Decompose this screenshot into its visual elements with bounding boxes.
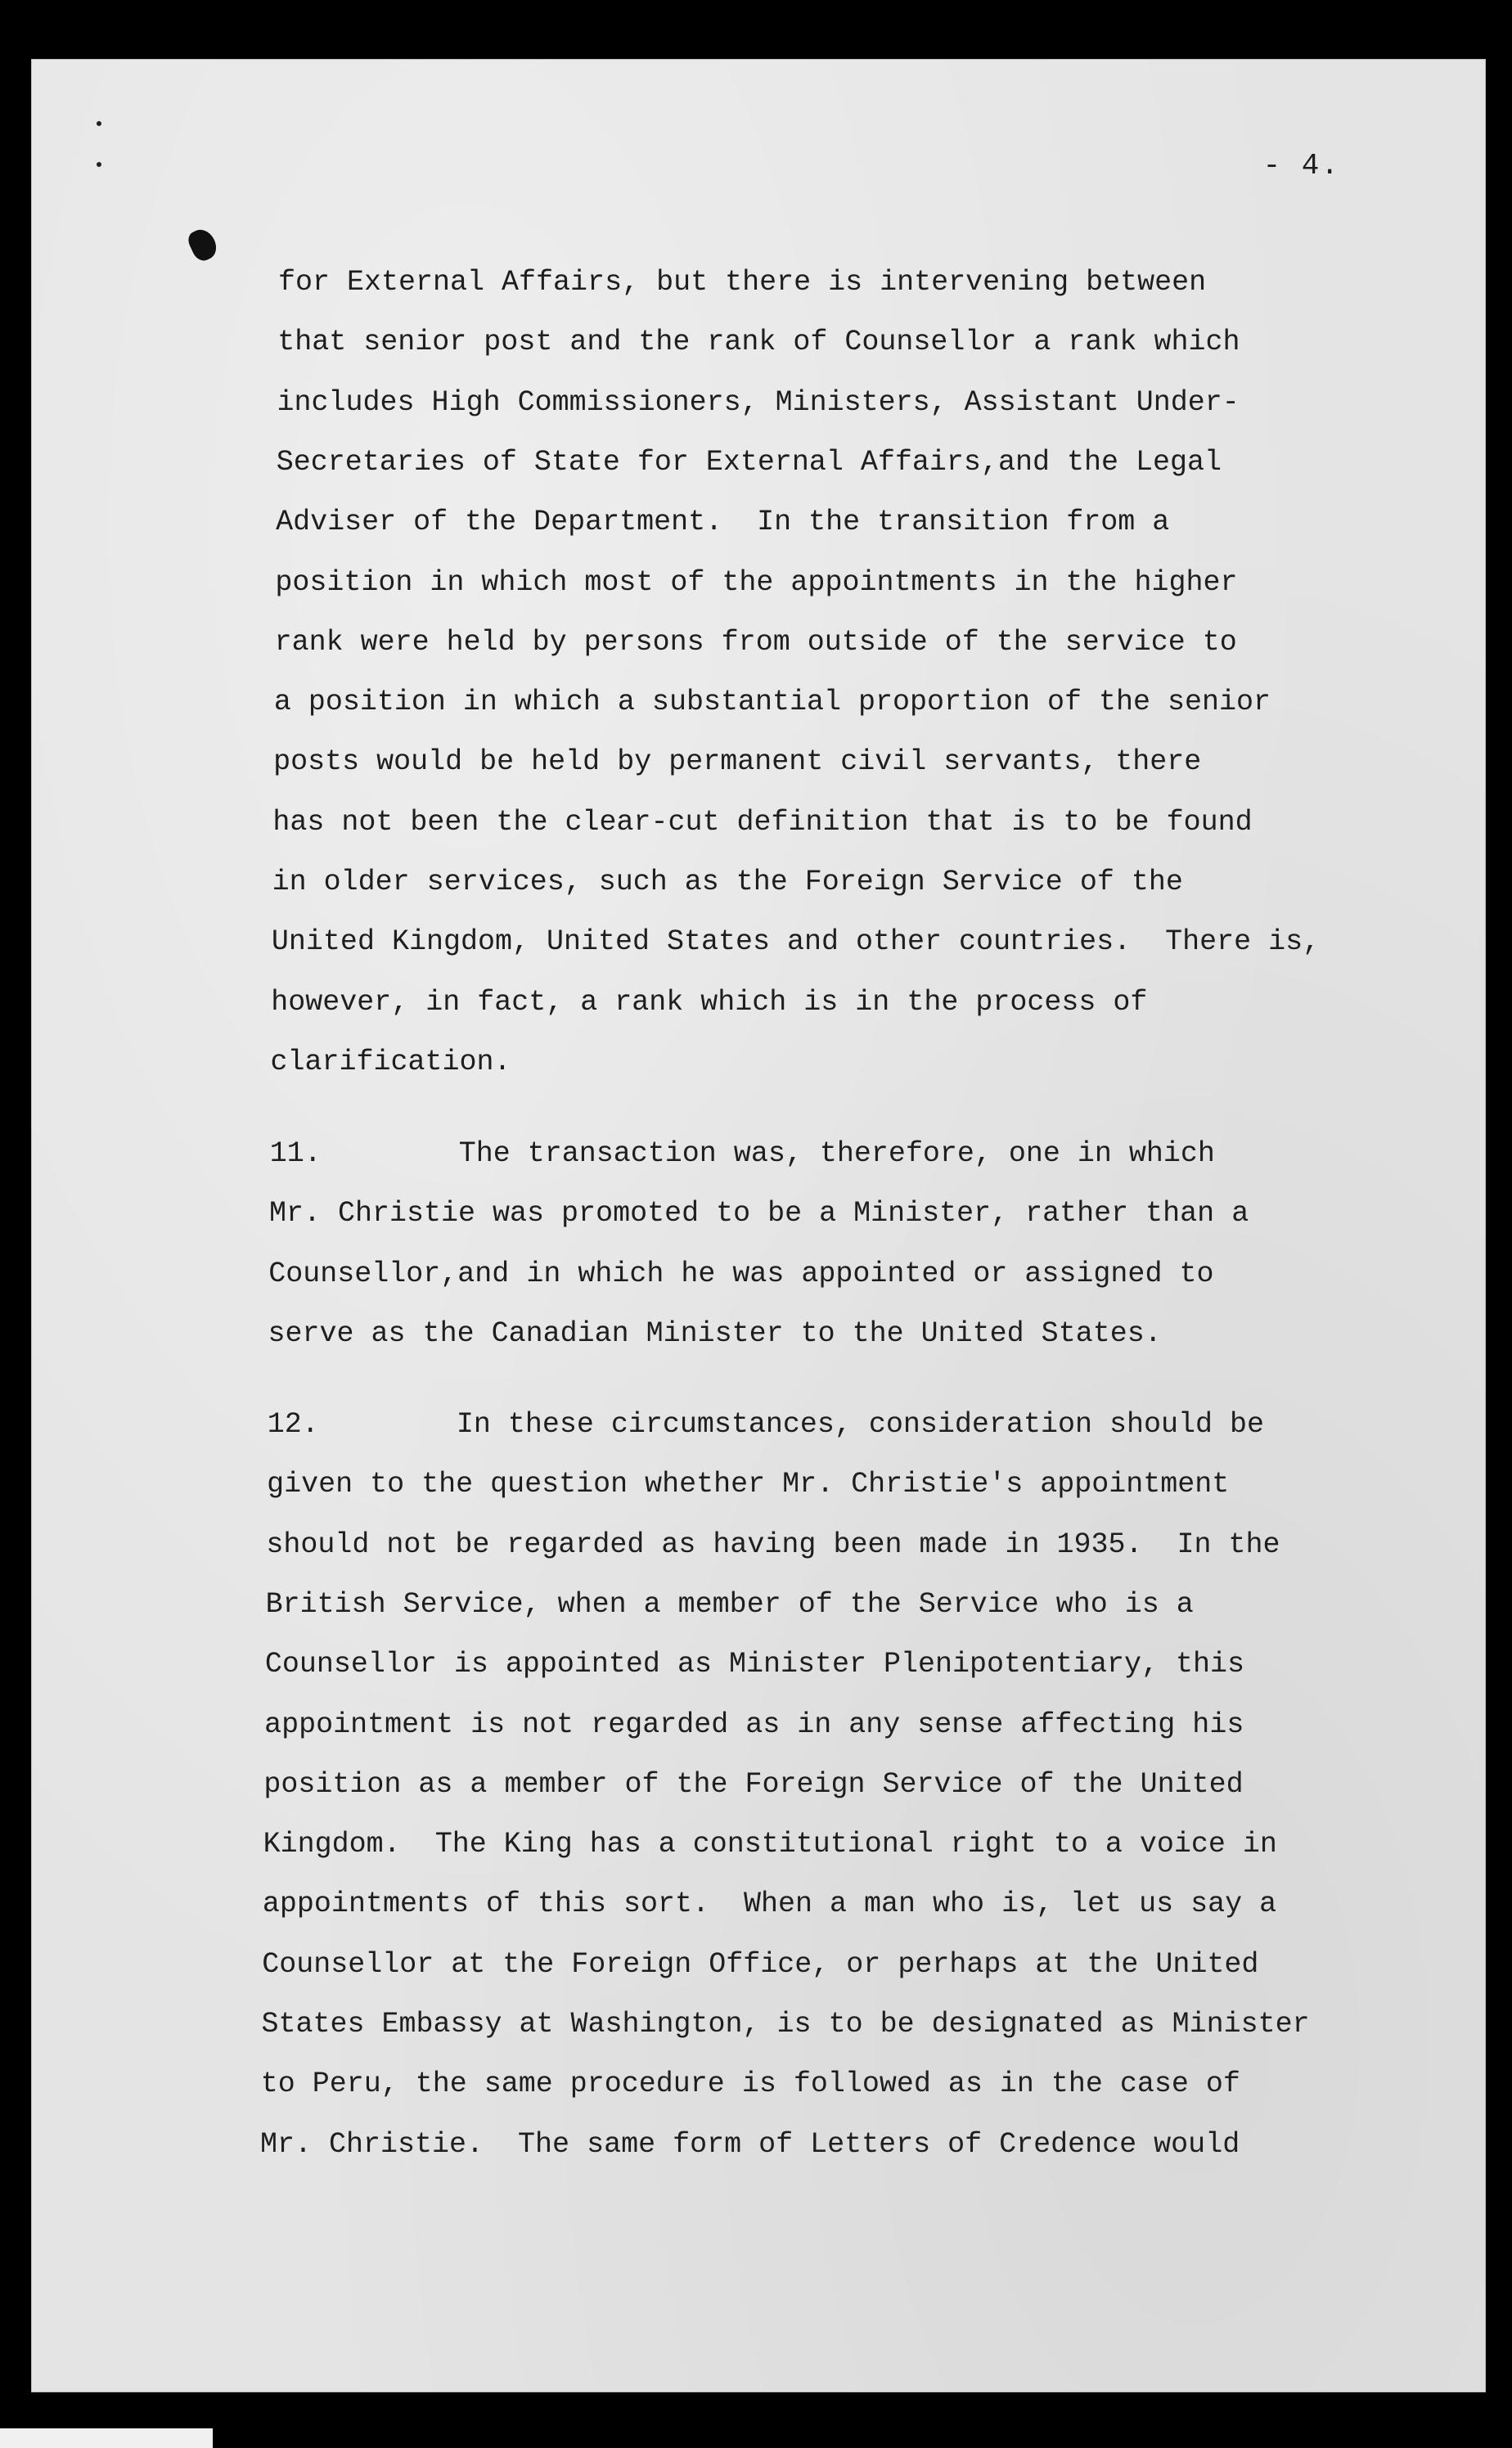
text-line: appointments of this sort. When a man who is, let us say a <box>262 1888 1277 1921</box>
text-line: serve as the Canadian Minister to the United States. <box>268 1316 1162 1350</box>
text-line: Secretaries of State for External Affairs,and the Legal <box>276 445 1222 479</box>
text-line: has not been the clear-cut definition that is to be found <box>272 805 1253 839</box>
scan-speck <box>97 121 101 126</box>
text-line: appointment is not regarded as in any sense affecting his <box>264 1708 1244 1741</box>
text-line: given to the question whether Mr. Christie's appointment <box>267 1468 1230 1501</box>
scan-speck <box>97 162 101 167</box>
text-line: that senior post and the rank of Counsellor a rank which <box>277 326 1240 359</box>
text-line: United Kingdom, United States and other countries. There is, <box>271 925 1321 959</box>
text-line: Mr. Christie was promoted to be a Minister, rather than a <box>269 1197 1249 1231</box>
text-line: States Embassy at Washington, is to be designated as Minister <box>261 2008 1310 2041</box>
text-line: for External Affairs, but there is intervening between <box>278 266 1207 299</box>
text-line: Counsellor at the Foreign Office, or perhaps at the United <box>262 1947 1259 1981</box>
text-line: however, in fact, a rank which is in the process of <box>271 985 1148 1019</box>
text-line: clarification. <box>270 1045 511 1078</box>
text-line: Kingdom. The King has a constitutional right to a voice in <box>263 1828 1277 1861</box>
punch-hole-mark <box>185 225 220 263</box>
text-line: posts would be held by permanent civil servants, there <box>273 745 1202 779</box>
text-line: British Service, when a member of the Service who is a <box>265 1587 1194 1621</box>
text-line: a position in which a substantial proportion of the senior <box>273 686 1271 719</box>
scan-edge-strip <box>0 2428 213 2448</box>
paragraph-12-first-line: 12. In these circumstances, consideration should be <box>267 1408 1264 1441</box>
text-line: position as a member of the Foreign Service of the United <box>263 1767 1244 1801</box>
page-number: - 4. <box>1262 149 1340 182</box>
text-line: Mr. Christie. The same form of Letters of Credence would <box>260 2127 1240 2161</box>
text-line: includes High Commissioners, Ministers, Assistant Under- <box>277 385 1240 419</box>
paragraph-11-first-line: 11. The transaction was, therefore, one in which <box>269 1137 1215 1170</box>
text-line: Counsellor is appointed as Minister Plenipotentiary, this <box>264 1648 1245 1681</box>
text-line: to Peru, the same procedure is followed as in the case of <box>260 2068 1240 2101</box>
text-line: position in which most of the appointments in the higher <box>275 565 1238 599</box>
text-line: Counsellor,and in which he was appointed or assigned to <box>268 1257 1214 1290</box>
text-line: rank were held by persons from outside of the service to <box>274 625 1237 659</box>
text-line: should not be regarded as having been made in 1935. In the <box>266 1528 1280 1561</box>
text-line: Adviser of the Department. In the transition from a <box>276 506 1170 539</box>
text-line: in older services, such as the Foreign Service of the <box>272 866 1183 898</box>
